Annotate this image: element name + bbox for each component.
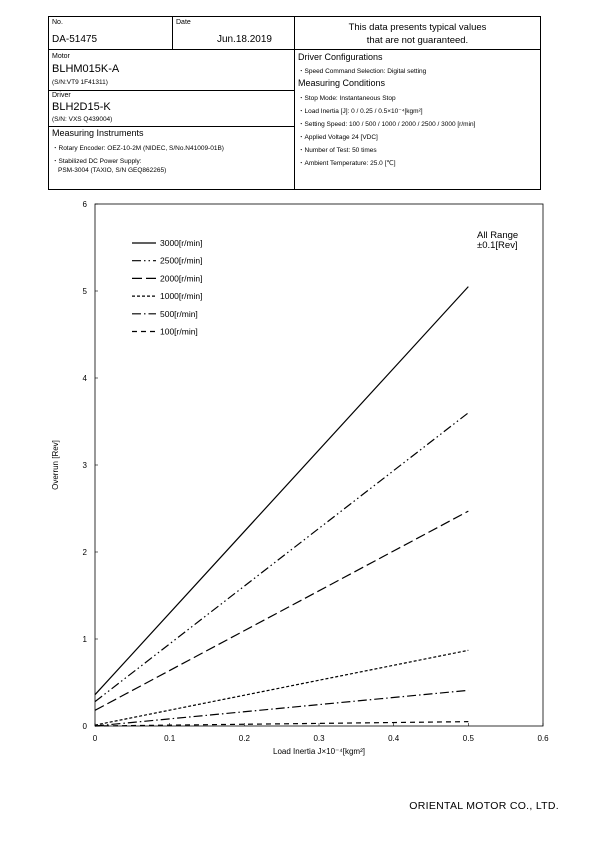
condition-test-count: ・Number of Test: 50 times: [298, 147, 377, 154]
driver-config-item: ・Speed Command Selection: Digital setting: [298, 68, 427, 75]
legend-label: 2500[r/min]: [160, 255, 203, 266]
series-line-500-rpm: [95, 690, 468, 726]
series-line-1000-rpm: [95, 650, 468, 725]
condition-setting-speed: ・Setting Speed: 100 / 500 / 1000 / 2000 / 2500 / 3000 [r/min]: [298, 121, 476, 128]
driver-value: BLH2D15-K: [52, 101, 111, 113]
y-tick-label: 2: [82, 548, 87, 557]
legend-label: 2000[r/min]: [160, 273, 203, 284]
legend-label: 3000[r/min]: [160, 238, 203, 248]
legend-label: 500[r/min]: [160, 308, 198, 319]
condition-temperature: ・Ambient Temperature: 25.0 [℃]: [298, 160, 396, 167]
range-annotation-line-2: ±0.1[Rev]: [477, 240, 518, 251]
number-label: No.: [52, 19, 63, 26]
instrument-encoder: ・Rotary Encoder: OEZ-10-2M (NIDEC, S/No.N41009-01B): [52, 145, 224, 152]
y-tick-label: 6: [82, 200, 87, 209]
x-tick-label: 0.1: [164, 734, 176, 743]
y-tick-label: 0: [82, 722, 87, 731]
driver-label: Driver: [52, 92, 71, 99]
instruments-title: Measuring Instruments: [52, 128, 144, 138]
y-tick-label: 1: [82, 635, 87, 644]
number-value: DA-51475: [52, 34, 98, 45]
motor-label: Motor: [52, 53, 70, 60]
condition-load-inertia: ・Load Inertia [J]: 0 / 0.25 / 0.5×10⁻⁴[kgm²]: [298, 108, 423, 115]
condition-stop-mode: ・Stop Mode: Instantaneous Stop: [298, 95, 396, 102]
y-axis-label: Overrun [Rev]: [51, 440, 60, 490]
x-axis-label: Load Inertia J×10⁻⁴[kgm²]: [273, 747, 365, 756]
y-tick-label: 4: [82, 374, 87, 383]
series-line-3000-rpm: [95, 287, 468, 695]
range-annotation-line-1: All Range: [477, 230, 519, 241]
legend-label: 1000[r/min]: [160, 291, 203, 302]
x-tick-label: 0.2: [238, 734, 250, 743]
x-tick-label: 0.3: [313, 734, 325, 743]
date-value: Jun.18.2019: [216, 34, 272, 45]
series-line-2500-rpm: [95, 413, 468, 702]
notice-line-1: This data presents typical values: [348, 22, 487, 33]
motor-serial: (S/N:VT9 1F41311): [52, 79, 108, 86]
conditions-title: Measuring Conditions: [298, 78, 386, 88]
motor-value: BLHM015K-A: [52, 63, 120, 75]
instrument-power-supply-model: PSM-3004 (TAXIO, S/N GEQ862265): [58, 167, 167, 174]
driver-serial: (S/N: VXS Q439004): [52, 116, 113, 123]
driver-config-title: Driver Configurations: [298, 52, 383, 62]
instrument-power-supply: ・Stabilized DC Power Supply:: [52, 158, 142, 165]
y-tick-label: 5: [82, 287, 87, 296]
series-line-2000-rpm: [95, 511, 468, 710]
y-tick-label: 3: [82, 461, 87, 470]
legend-label: 100[r/min]: [160, 326, 198, 337]
company-footer: ORIENTAL MOTOR CO., LTD.: [409, 800, 559, 812]
series-line-100-rpm: [95, 722, 468, 726]
x-tick-label: 0: [92, 734, 98, 743]
condition-voltage: ・Applied Voltage 24 [VDC]: [298, 134, 378, 141]
date-label: Date: [176, 19, 191, 26]
notice-line-2: that are not guaranteed.: [366, 35, 469, 46]
x-tick-label: 0.6: [537, 734, 549, 743]
x-tick-label: 0.5: [462, 734, 474, 743]
x-tick-label: 0.4: [388, 734, 400, 743]
